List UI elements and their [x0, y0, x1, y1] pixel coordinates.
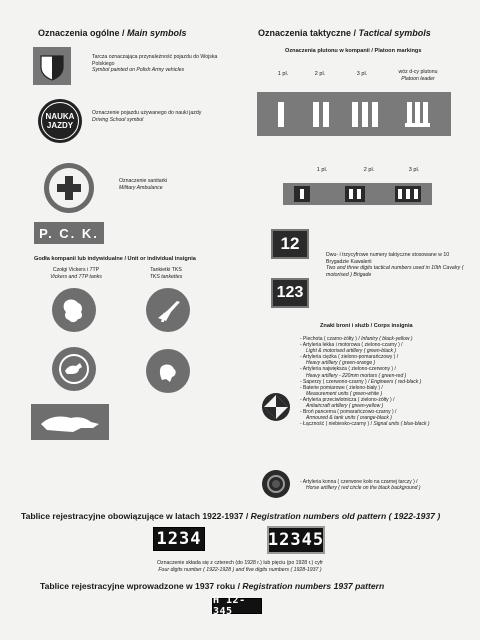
polish-army-shield-icon [33, 47, 71, 85]
wolf-ring-insignia-icon [52, 347, 96, 391]
creature-insignia-icon [146, 349, 190, 393]
tactical-symbols-title: Oznaczenia taktyczne / Tactical symbols [258, 28, 431, 38]
stork-insignia-icon [146, 288, 190, 332]
horse-artillery-roundel-icon [262, 470, 290, 498]
registration-old-title: Tablice rejestracyjne obowiązujące w latach 1922-1937 / Registration numbers old pattern ( 1922-1937 ) [21, 511, 441, 521]
small-label-1: 1 pl. [316, 167, 328, 173]
platoon-label-1: 1 pl. [277, 71, 289, 77]
platoon-markings-bar [257, 92, 451, 136]
driving-school-badge: NAUKA JAZDY [38, 99, 82, 143]
registration-new-title: Tablice rejestracyjne wprowadzone w 1937 roku / Registration numbers 1937 pattern [40, 581, 385, 591]
driving-school-caption: Oznaczenie pojazdu używanego do nauki jazdy Driving School symbol [92, 110, 202, 123]
unit-insignia-heading: Godła kompanii lub indywidualne / Unit or individual insignia [34, 256, 196, 262]
horse-artillery-caption: - Artyleria konna ( czerwone koło na czarnej tarczy ) / Horse artillery ( red circle on the black background ) [300, 479, 421, 492]
platoon-label-2: 2 pl. [314, 71, 326, 77]
platoon-label-3: 3 pl. [356, 71, 368, 77]
shield-caption: Tarcza oznaczająca przynależność pojazdu do Wojska Polskiego Symbol painted on Polish Army vehicles [92, 54, 218, 74]
plate-four-digit: 1234 [153, 527, 205, 551]
tactical-numbers-caption: Dwu- i trzycyfrowe numery taktyczne stosowane w 10 Brygadzie Kawalerii Two and three digits tactical numbers used in 10th Cavalry ( motorised ) Brigade [326, 252, 464, 278]
corps-insignia-heading: Znaki broni i służb / Corps insignia [320, 323, 413, 329]
registration-old-caption: Oznaczenie składa się z czterech (do 1928 r.) lub pięciu (po 1928 r.) cyfr Four digits number ( 1922-1928 ) and five digits numbers ( 1928-1937 ) [156, 560, 324, 573]
horse-rider-insignia-icon [31, 404, 109, 440]
small-platoon-bar [283, 183, 432, 205]
plate-1937-pattern: H 12-345 [212, 598, 262, 614]
tks-caption: Tankietki TKS TKS tankettes [149, 267, 183, 280]
leader-label: wóz d-cy plutonu Platoon leader [398, 69, 438, 82]
tactical-number-three-digit: 123 [271, 278, 309, 308]
quartered-corps-roundel-icon [262, 393, 290, 421]
corps-insignia-list: - Piechota ( czarno-żółty ) / Infantry ( black-yellow ) - Artyleria lekka i motorowa ( zielono-czarny ) / Light & motorised artillery ( green-black ) - Artyleria ciężka ( zielono-pomarańczowy ) / Heavy artillery ( green-orange ) - Artyleria największa ( zielono-czerwony ) / Heavy artillery - 220mm mortars ( green-red ) - Saperzy ( czerwono-czarny ) / Engineers ( red-black ) - Baterie pomiarowe ( zielono-biały ) / Measurement units ( green-white ) - Artyleria przeciwlotnicza ( zielono-żółty ) / Antiaircraft artillery ( green-yellow ) - Broń pancerna ( pomarańczowo-czarny ) / Armoured & tank units ( orange-black ) - Łączność ( niebiesko-czarny ) / Signal units ( blue-black ) [300, 336, 430, 428]
ambulance-caption: Oznaczenie sanitarki Military Ambulance [119, 178, 168, 191]
main-symbols-title: Oznaczenia ogólne / Main symbols [38, 28, 187, 38]
plate-five-digit: 12345 [267, 526, 325, 554]
small-label-2: 2 pl. [363, 167, 375, 173]
platoon-heading: Oznaczenia plutonu w kompanii / Platoon markings [285, 48, 422, 54]
tactical-number-two-digit: 12 [271, 229, 309, 259]
pck-plate: P. C. K. [34, 222, 104, 244]
ambulance-cross-icon [44, 163, 94, 213]
bear-insignia-icon [52, 288, 96, 332]
small-label-3: 3 pl. [408, 167, 420, 173]
vickers-caption: Czołgi Vickers i 7TP Vickers and 7TP tanks [50, 267, 102, 280]
